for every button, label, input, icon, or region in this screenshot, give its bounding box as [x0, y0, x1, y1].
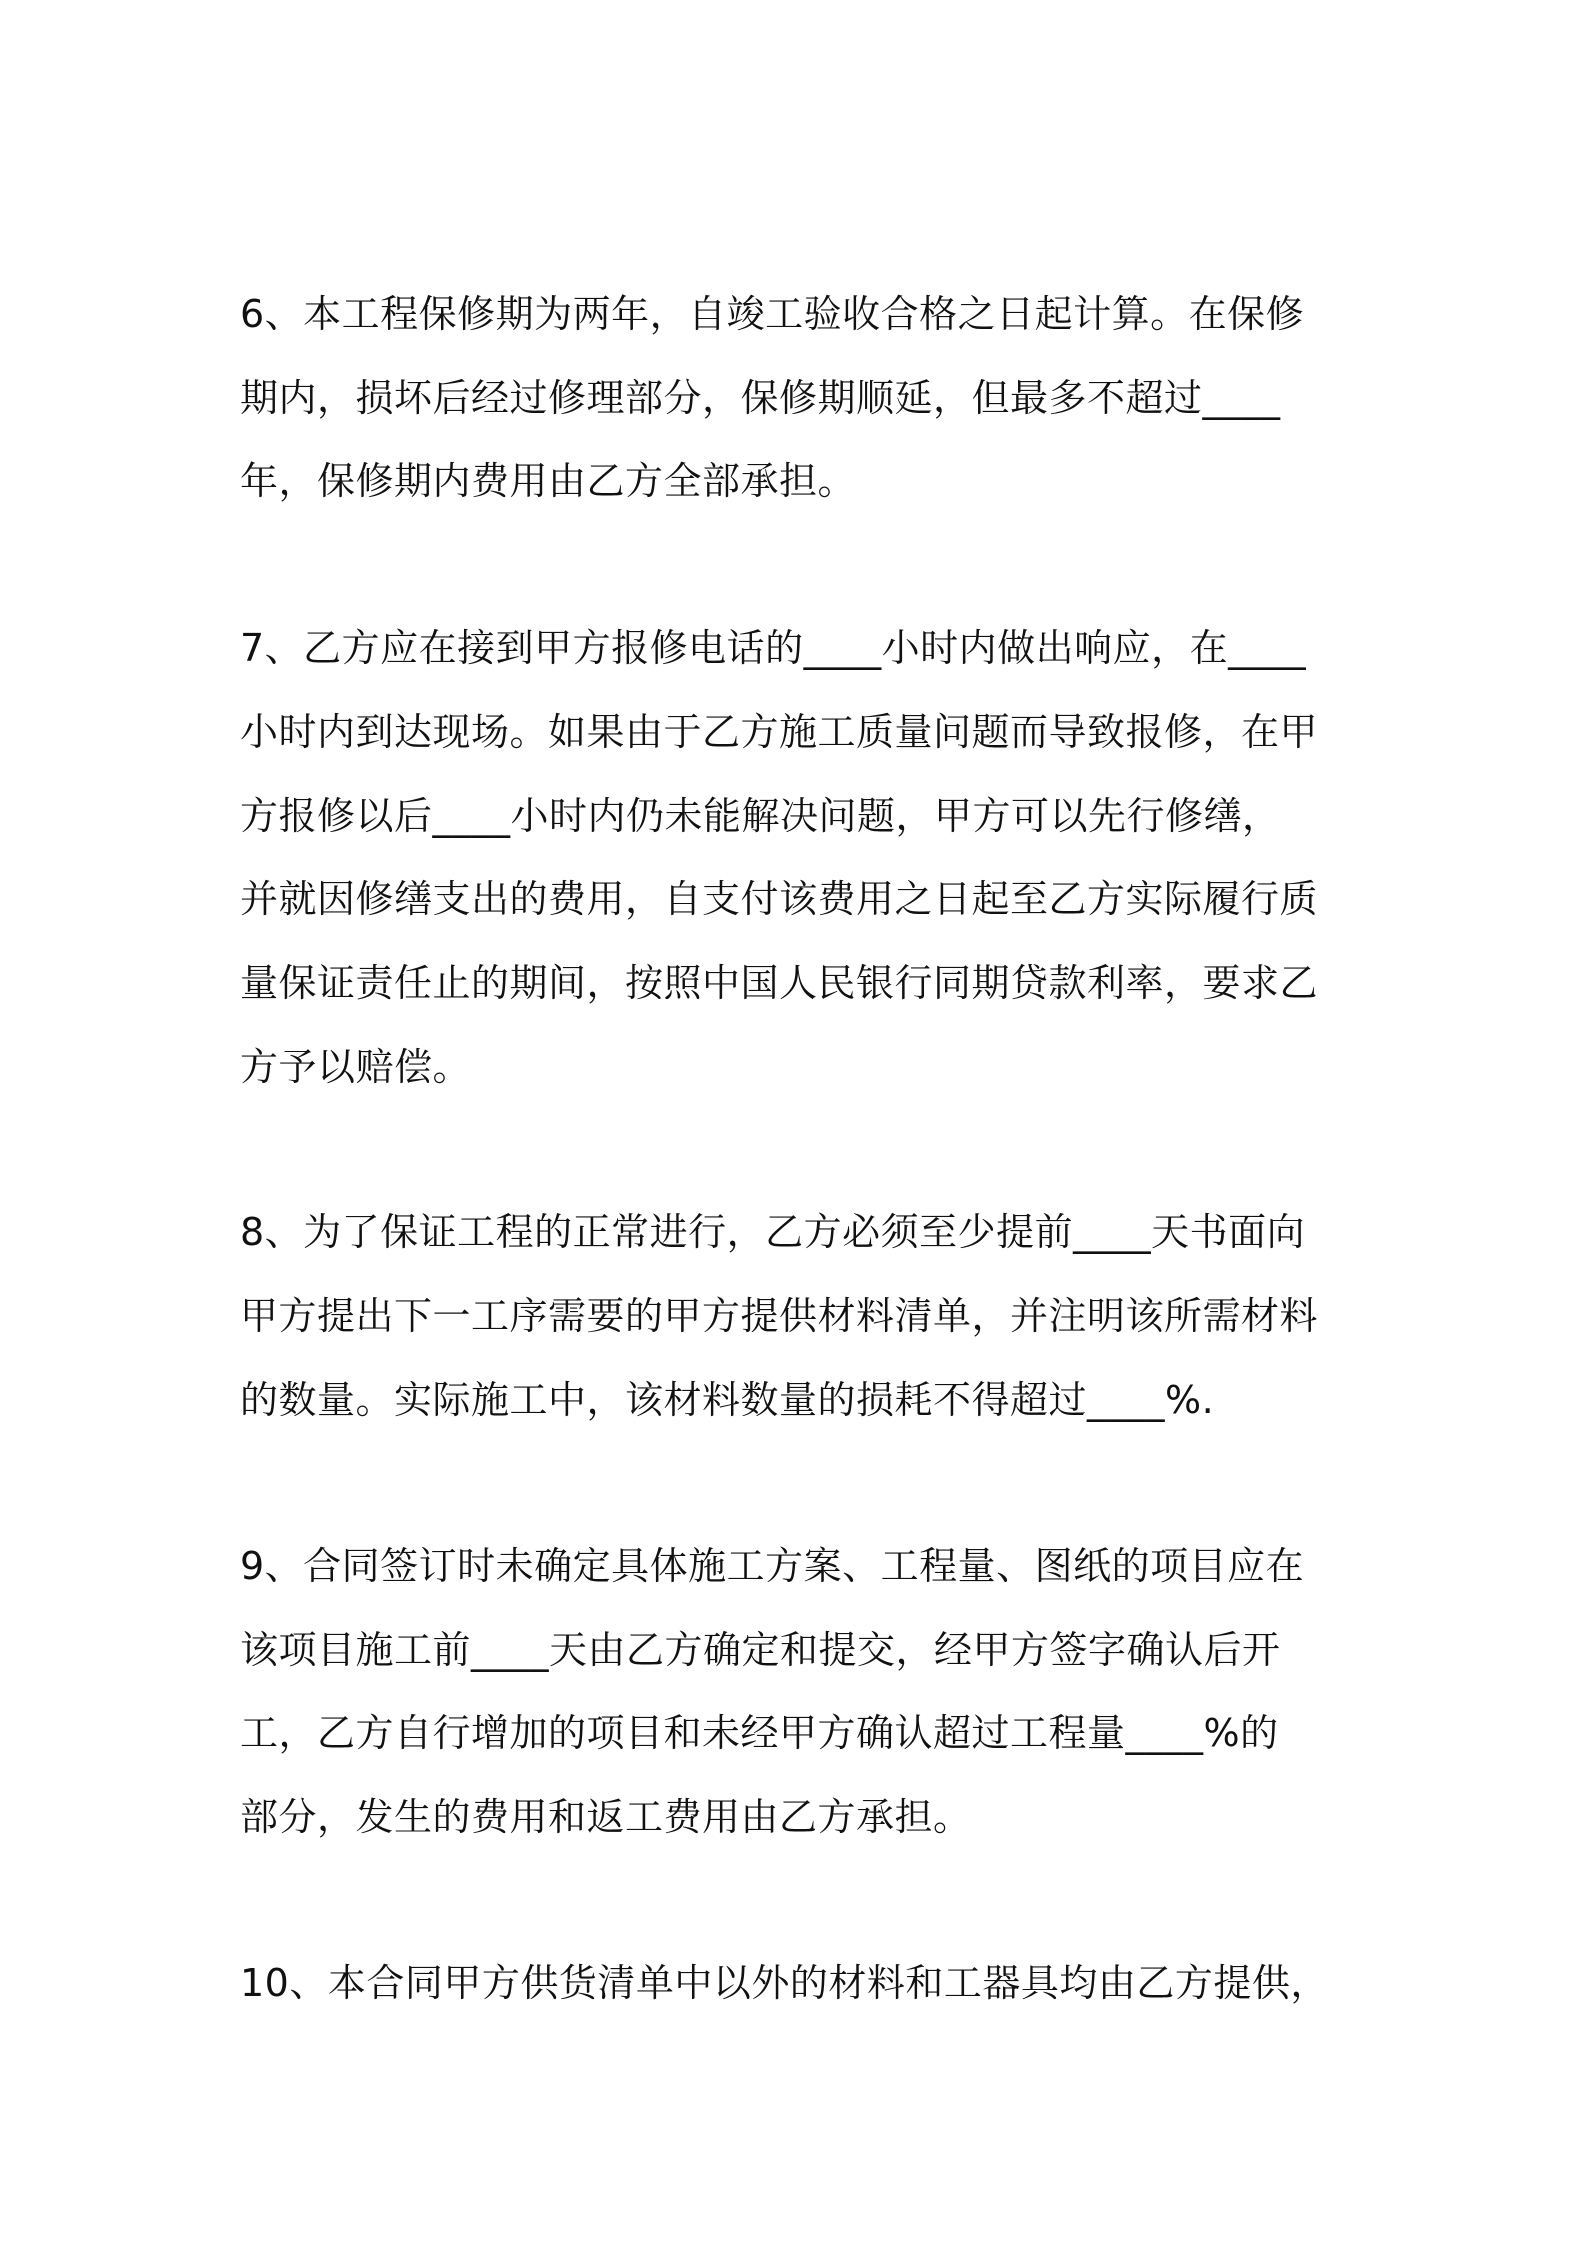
clause-9-line-2: 该项目施工前____天由乙方确定和提交，经甲方签字确认后开 — [240, 1628, 1281, 1672]
clause-7-line-5: 量保证责任止的期间，按照中国人民银行同期贷款利率，要求乙 — [240, 961, 1319, 1005]
clause-6-line-2: 期内，损坏后经过修理部分，保修期顺延，但最多不超过____ — [240, 376, 1281, 420]
clause-6-line-3: 年，保修期内费用由乙方全部承担。 — [240, 459, 857, 503]
clause-7-line-4: 并就因修缮支出的费用，自支付该费用之日起至乙方实际履行质 — [240, 877, 1319, 921]
clause-8-line-3: 的数量。实际施工中，该材料数量的损耗不得超过____%. — [240, 1378, 1215, 1422]
clause-9-line-1: 9、合同签订时未确定具体施工方案、工程量、图纸的项目应在 — [240, 1544, 1305, 1588]
clause-9-line-3: 工，乙方自行增加的项目和未经甲方确认超过工程量____%的 — [240, 1711, 1279, 1755]
clause-7-line-2: 小时内到达现场。如果由于乙方施工质量问题而导致报修，在甲 — [240, 710, 1319, 754]
clause-9-line-4: 部分，发生的费用和返工费用由乙方承担。 — [240, 1795, 972, 1839]
clause-7-line-1: 7、乙方应在接到甲方报修电话的____小时内做出响应，在____ — [240, 626, 1307, 670]
clause-8-line-2: 甲方提出下一工序需要的甲方提供材料清单，并注明该所需材料 — [240, 1294, 1319, 1338]
clause-10-line-1: 10、本合同甲方供货清单中以外的材料和工器具均由乙方提供， — [240, 1961, 1329, 2005]
clause-8-line-1: 8、为了保证工程的正常进行，乙方必须至少提前____天书面向 — [240, 1210, 1306, 1254]
clause-6-line-1: 6、本工程保修期为两年，自竣工验收合格之日起计算。在保修 — [240, 292, 1305, 336]
clause-7-line-6: 方予以赔偿。 — [240, 1045, 472, 1089]
clause-7-line-3: 方报修以后____小时内仍未能解决问题，甲方可以先行修缮， — [240, 794, 1281, 838]
